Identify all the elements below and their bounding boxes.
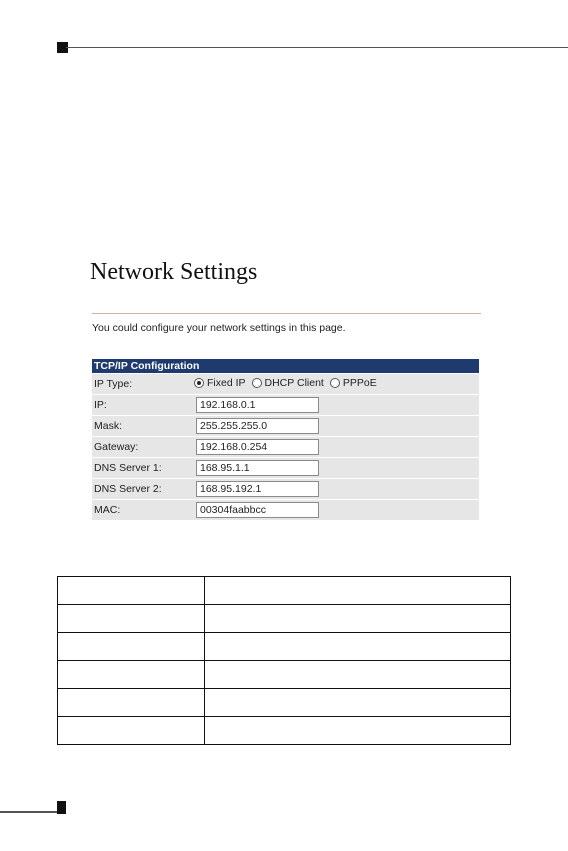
table-row — [58, 605, 511, 633]
mask-field[interactable] — [196, 418, 319, 434]
mask-label: Mask: — [94, 420, 123, 432]
dns-server-2-label: DNS Server 2: — [94, 483, 162, 495]
mac-label: MAC: — [94, 504, 121, 516]
dns-server-1-field[interactable] — [196, 460, 319, 476]
table-cell — [58, 661, 205, 689]
table-row — [58, 717, 511, 745]
table-cell — [58, 605, 205, 633]
fixed-ip-radio[interactable] — [194, 378, 204, 388]
dns-server-1-label: DNS Server 1: — [94, 462, 162, 474]
ip-type-label: IP Type: — [94, 378, 133, 390]
table-cell — [58, 577, 205, 605]
table-cell — [58, 633, 205, 661]
mask-row — [92, 416, 479, 437]
page-description: You could configure your network settings in this page. — [92, 322, 346, 334]
page-title: Network Settings — [90, 259, 258, 285]
parameter-table — [57, 576, 511, 745]
title-divider — [92, 313, 481, 314]
fixed-ip-label[interactable]: Fixed IP — [207, 377, 246, 389]
table-cell — [205, 689, 511, 717]
dhcp-client-label[interactable]: DHCP Client — [264, 377, 324, 389]
table-cell — [205, 633, 511, 661]
table-cell — [205, 717, 511, 745]
ip-label: IP: — [94, 399, 107, 411]
gateway-field[interactable] — [196, 439, 319, 455]
tcpip-config-header: TCP/IP Configuration — [92, 359, 479, 374]
table-cell — [205, 605, 511, 633]
ip-type-row — [92, 374, 479, 395]
table-cell — [205, 577, 511, 605]
gateway-row — [92, 437, 479, 458]
table-row — [58, 633, 511, 661]
dns-server-1-row — [92, 458, 479, 479]
dhcp-client-radio[interactable] — [252, 378, 262, 388]
table-cell — [205, 661, 511, 689]
footer-marker-square — [57, 801, 66, 814]
table-row — [58, 661, 511, 689]
dns-server-2-row — [92, 479, 479, 500]
mac-field[interactable] — [196, 502, 319, 518]
pppoe-radio[interactable] — [330, 378, 340, 388]
table-row — [58, 577, 511, 605]
tcpip-config-panel — [92, 359, 479, 521]
ip-type-radio-group — [194, 377, 383, 389]
gateway-label: Gateway: — [94, 441, 139, 453]
pppoe-label[interactable]: PPPoE — [342, 377, 377, 389]
ip-field[interactable] — [196, 397, 319, 413]
header-rule — [66, 47, 568, 48]
ip-row — [92, 395, 479, 416]
dns-server-2-field[interactable] — [196, 481, 319, 497]
mac-row — [92, 500, 479, 521]
table-row — [58, 689, 511, 717]
footer-rule — [0, 811, 61, 813]
table-cell — [58, 689, 205, 717]
table-cell — [58, 717, 205, 745]
